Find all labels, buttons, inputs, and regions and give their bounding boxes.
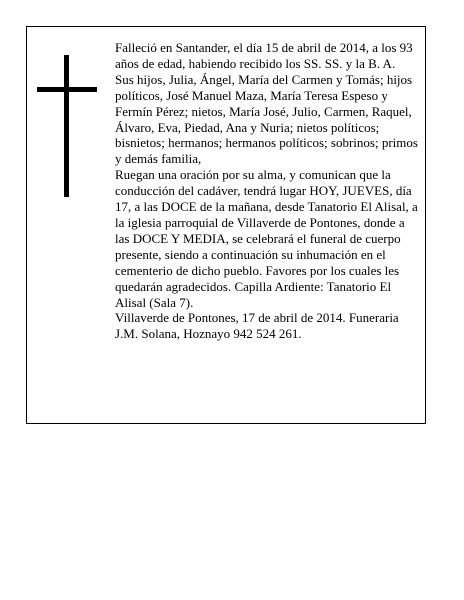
cross-horizontal-bar <box>37 87 97 92</box>
obituary-notice <box>26 26 426 424</box>
place-date-funeral-home-paragraph: Villaverde de Pontones, 17 de abril de 2014. Funeraria J.M. Solana, Hoznayo 942 524 261. <box>115 310 399 342</box>
death-announcement-paragraph: Falleció en Santander, el día 15 de abril de 2014, a los 93 años de edad, habiendo recibido los SS. SS. y la B. A. <box>115 40 413 71</box>
cross-icon <box>37 55 97 197</box>
cross-vertical-bar <box>64 55 69 197</box>
family-paragraph: Sus hijos, Julia, Ángel, María del Carmen y Tomás; hijos políticos, José Manuel Maza, María Teresa Espeso y Fermín Pérez; nietos, María José, Julio, Carmen, Raquel, Álvaro, Eva, Piedad, Ana y Nuria; nietos políticos; bisnietos; hermanos; hermanos políticos; sobrinos; primos y demás familia, <box>115 71 418 167</box>
notice-text <box>115 40 421 342</box>
funeral-details-paragraph: Ruegan una oración por su alma, y comunican que la conducción del cadáver, tendrá lugar HOY, JUEVES, día 17, a las DOCE de la mañana, desde Tanatorio El Alisal, a la iglesia parroquial de Villaverde de Pontones, donde a las DOCE Y MEDIA, se celebrará el funeral de cuerpo presente, siendo a continuación su inhumación en el cementerio de dicho pueblo. Favores por los cuales les quedarán agradecidos. Capilla Ardiente: Tanatorio El Alisal (Sala 7). <box>115 167 418 310</box>
